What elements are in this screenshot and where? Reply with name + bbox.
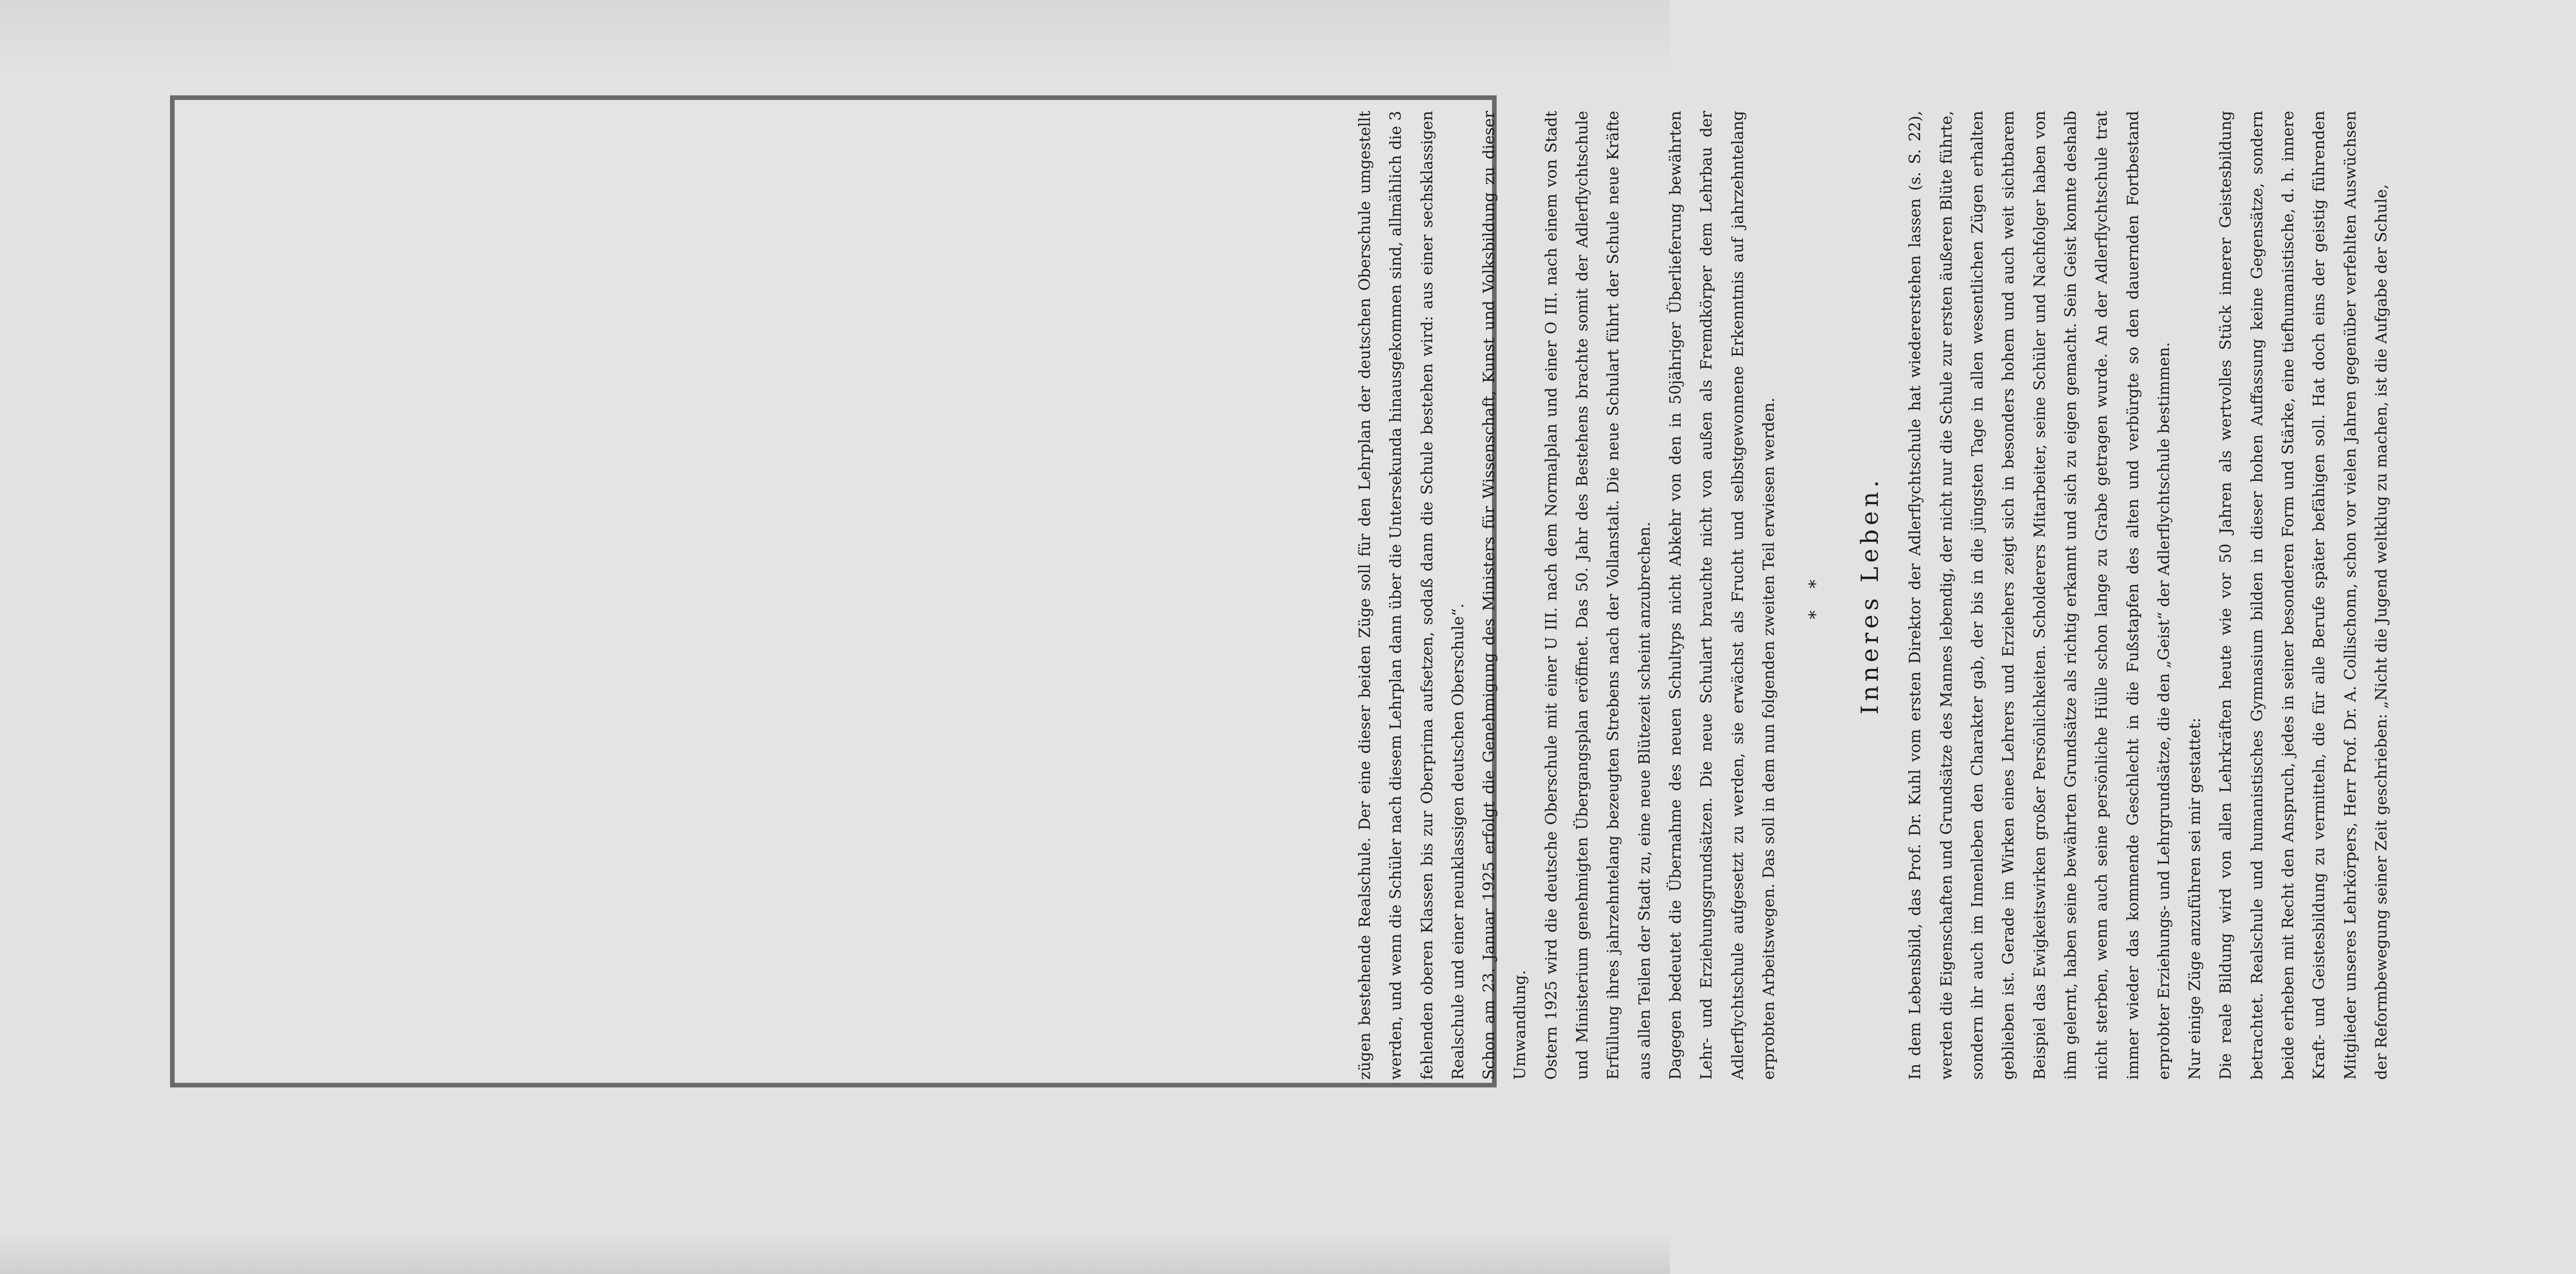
rotated-page-content <box>1350 95 2576 1087</box>
scan-bottom-edge <box>0 1232 1670 1274</box>
paragraph-5: In dem Lebensbild, das Prof. Dr. Kuhl vom ersten Direktor der Adlerflychtschule hat wiedererstehen lassen (s. S. 22), werden die Eigenschaften und Grundsätze des Mannes lebendig, der nicht nur die Schule zur ersten äußeren Blüte führte, sondern ihr auch im Innenleben den Charakter gab, der bis in die jüngsten Tage in allen wesentlichen Zügen erhalten geblieben ist. Gerade im Wirken eines Lehrers und Erziehers zeigt sich in besonders hohem und auch weit sichtbarem Beispiel das Ewigkeitswirken großer Persönlichkeiten. Scholderers Mitarbeiter, seine Schüler und Nachfolger haben von ihm gelernt, haben seine bewährten Grundsätze als richtig erkannt und sich zu eigen gemacht. Sein Geist konnte deshalb nicht sterben, wenn auch seine persönliche Hülle schon lange zu Grabe getragen wurde. An der Adlerflychtschule trat immer wieder das kommende Geschlecht in die Fußstapfen des alten und verbürgte so den dauernden Fortbestand erprobter Erziehungs- und Lehrgrundsätze, die den „Geist“ der Adlerflychtschule bestimmen. <box>1906 111 2173 1080</box>
paragraph-4: Dagegen bedeutet die Übernahme des neuen Schultyps nicht Abkehr von den in 50jähriger Überlieferung bewährten Lehr- und Erziehungsgrundsätzen. Die neue Schulart brauchte nicht von außen als Fremdkörper dem Lehrbau der Adlerflychtschule aufgesetzt zu werden, sie erwächst als Frucht und selbstgewonnene Erkenntnis auf jahrzehntelang erprobten Arbeitswegen. Das soll in dem nun folgenden zweiten Teil erwiesen werden. <box>1666 111 1778 1080</box>
paragraph-7: Die reale Bildung wird von allen Lehrkräften heute wie vor 50 Jahren als wertvolles Stück innerer Geistesbildung betrachtet. Realschule und humanistisches Gymnasium bilden in dieser hohen Auffassung keine Gegensätze, sondern beide erheben mit Recht den Anspruch, jedes in seiner besonderen Form und Stärke, eine tiefhumanistische, d. h. innere Kraft- und Geistesbildung zu vermitteln, die für alle Berufe später befähigen soll. Hat doch eins der geistig führenden Mitglieder unseres Lehrkörpers, Herr Prof. Dr. A. Collischonn, schon vor vielen Jahren gegenüber verfehlten Auswüchsen der Reformbewegung seiner Zeit geschrieben: „Nicht die Jugend weltklug zu machen, ist die Aufgabe der Schule, <box>2217 111 2391 1080</box>
paragraph-1: zügen bestehende Realschule. Der eine dieser beiden Züge soll für den Lehrplan der deutschen Oberschule umgestellt werden, und wenn die Schüler nach diesem Lehrplan dann über die Untersekunda hinausgekommen sind, allmählich die 3 fehlenden oberen Klassen bis zur Oberprima aufsetzen, sodaß dann die Schule bestehen wird: aus einer sechsklassigen Realschule und einer neunklassigen deutschen Oberschule“. <box>1356 111 1467 1080</box>
paragraph-6: Nur einige Züge anzuführen sei mir gestattet: <box>2186 717 2205 1080</box>
scan-top-edge <box>0 0 1670 77</box>
section-heading: Inneres Leben. <box>1856 476 1884 715</box>
paragraph-2: Schon am 23. Januar 1925 erfolgt die Genehmigung des Ministers für Wissenschaft, Kunst und Volksbildung zu dieser Umwandlung. <box>1480 111 1530 1080</box>
paragraph-3: Ostern 1925 wird die deutsche Oberschule mit einer U III. nach dem Normalplan und einer O III. nach einem von Stadt und Ministerium genehmigten Übergangsplan eröffnet. Das 50. Jahr des Bestehens brachte somit der Adlerflychtschule Erfüllung ihres jahrzehntelang bezeugten Strebens nach der Vollanstalt. Die neue Schulart führt der Schule neue Kräfte aus allen Teilen der Stadt zu, eine neue Blütezeit scheint anzubrechen. <box>1542 111 1654 1080</box>
page-frame <box>170 95 1497 1087</box>
body-text <box>1350 111 2397 1080</box>
section-separator: * * <box>1805 571 1826 619</box>
